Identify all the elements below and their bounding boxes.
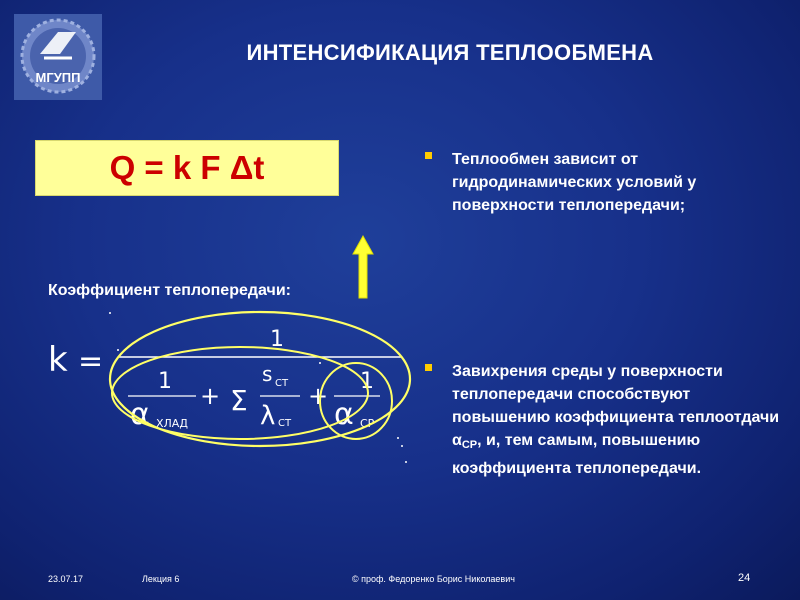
page-title: ИНТЕНСИФИКАЦИЯ ТЕПЛООБМЕНА — [246, 40, 654, 65]
middle-ellipse — [112, 347, 368, 439]
term3-alpha-sub: СР — [360, 417, 375, 430]
mgupp-logo-icon — [14, 14, 102, 100]
formula-numerator: 1 — [270, 327, 284, 352]
bullet-2-alpha-sub: СР — [461, 439, 478, 451]
term2-s: s — [262, 362, 273, 386]
plus-2: + — [308, 382, 329, 410]
bullet-marker — [425, 152, 432, 159]
inner-circle — [320, 363, 392, 439]
formula-k: k — [48, 340, 68, 380]
footer-date: 23.07.17 — [48, 574, 84, 584]
formula-box — [35, 140, 339, 196]
term1-numerator: 1 — [158, 369, 172, 394]
bullet-item-1: Теплообмен зависит от гидродинамических условий у поверхности теплопередачи; — [452, 151, 697, 214]
outer-ellipse — [110, 312, 410, 446]
logo — [14, 14, 102, 100]
plus-1: + — [200, 382, 221, 410]
bullet-2-text-after: , и, тем самым, повышению коэффициента теплопередачи. — [452, 432, 702, 477]
page-number: 24 — [738, 572, 751, 584]
coefficient-label: Коэффициент теплопередачи: — [48, 282, 291, 299]
term2-s-sub: СТ — [275, 378, 289, 389]
term2-lambda-sub: СТ — [278, 418, 292, 429]
bullet-item-2 — [452, 360, 782, 480]
bullet-2-alpha: α — [452, 432, 462, 449]
footer-lecture: Лекция 6 — [142, 574, 180, 584]
term3-alpha: α — [334, 397, 354, 432]
term1-alpha: α — [130, 397, 150, 432]
formula-equals: = — [78, 344, 104, 379]
term2-lambda: λ — [260, 401, 276, 431]
svg-text:МГУПП: МГУПП — [35, 70, 81, 85]
bullet-marker — [425, 364, 432, 371]
term3-numerator: 1 — [360, 369, 374, 394]
footer-author: © проф. Федоренко Борис Николаевич — [352, 574, 515, 584]
term1-alpha-sub: ХЛАД — [156, 417, 188, 430]
sigma: Σ — [230, 384, 248, 417]
formula-text: Q = k F Δt — [109, 149, 265, 186]
bullet-2-text-before: Завихрения среды у поверхности теплопередачи способствуют повышению коэффициента теплоотдачи — [452, 363, 780, 426]
up-arrow-icon — [350, 234, 376, 300]
